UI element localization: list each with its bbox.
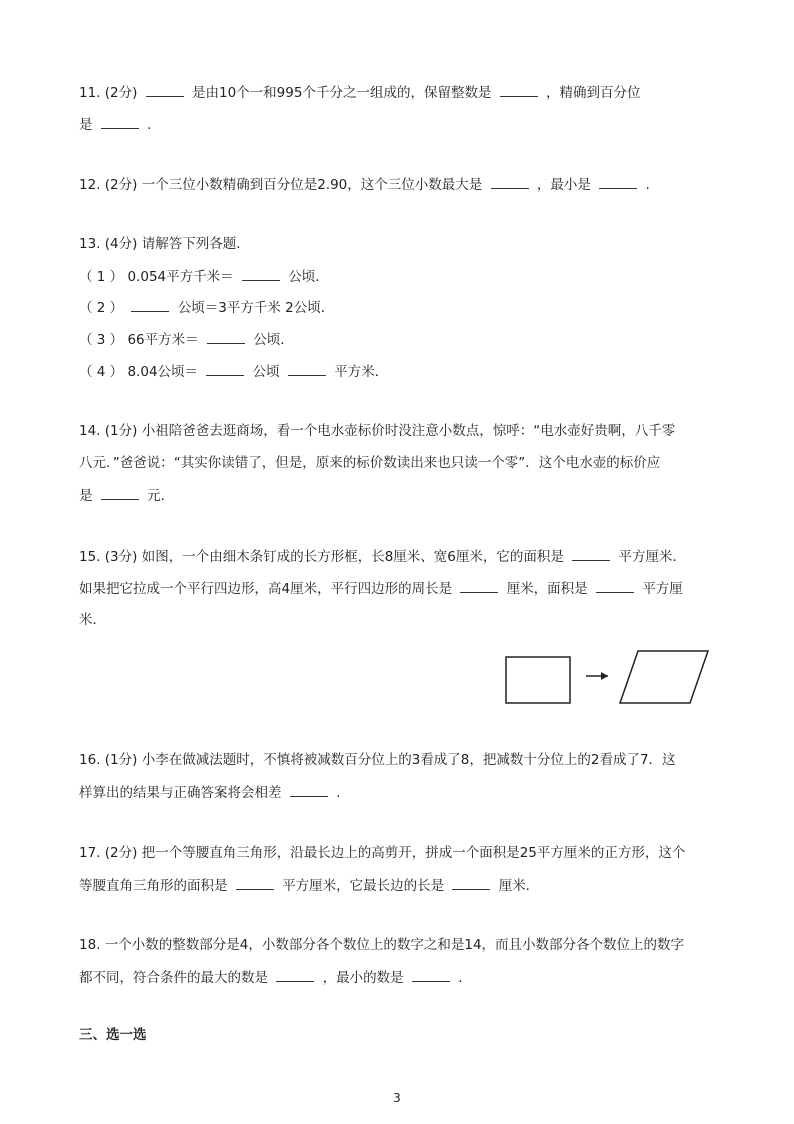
q16-line2 [79, 782, 340, 803]
parallelogram-shape [620, 651, 708, 703]
q17-text-3: 平方厘米，它最长边的长是 [282, 878, 445, 894]
q18-number: 18. [79, 937, 101, 953]
q18-text-3: ，最小的数是 [322, 970, 404, 986]
q18-blank-1[interactable] [276, 967, 314, 982]
q18-text-2: 都不同，符合条件的最大的数是 [79, 970, 268, 986]
q13-item-label: （ 2 ） [79, 300, 124, 316]
q11-text-2: ，精确到百分位 [546, 85, 641, 101]
q17-number: 17. [79, 845, 101, 861]
q13-item-text-a: 8.04公顷＝ [127, 364, 199, 380]
q13-item-3 [79, 329, 294, 350]
rectangle-shape [506, 657, 570, 703]
q15-blank-2[interactable] [460, 578, 498, 593]
q13-item-4-blank-2[interactable] [288, 361, 326, 376]
q11-line2 [79, 114, 151, 135]
q12-blank-2[interactable] [599, 174, 637, 189]
q14-line3 [79, 485, 174, 506]
q15-text-1: 如图，一个由细木条钉成的长方形框，长8厘米、宽6厘米，它的面积是 [141, 549, 564, 565]
q13-item-text-a: 66平方米＝ [127, 332, 199, 348]
q16-text-3: . [336, 785, 341, 801]
q15-text-2: 平方厘米． [618, 549, 686, 565]
q17-line2 [79, 875, 539, 896]
q14-text-1: 小祖陪爸爸去逛商场，看一个电水壶标价时没注意小数点，惊呼：“电水壶好贵啊，八千零 [141, 423, 676, 439]
q16-text-1: 小李在做减法题时，不慎将被减数百分位上的3看成了8，把减数十分位上的2看成了7．这 [141, 752, 676, 768]
q18-text-4: . [458, 970, 463, 986]
q13-item-1-blank[interactable] [242, 266, 280, 281]
q18-text-1: 一个小数的整数部分是4，小数部分各个数位上的数字之和是14，而且小数部分各个数位上的数字 [104, 937, 685, 953]
q17-text-2: 等腰直角三角形的面积是 [79, 878, 228, 894]
q16-points: (1分) [104, 752, 138, 768]
q15-text-4: 厘米，面积是 [506, 581, 588, 597]
q12-number: 12. [79, 177, 101, 193]
q18-line1 [79, 935, 684, 955]
q12-line1 [79, 174, 650, 195]
q13-text-1: 请解答下列各题． [141, 236, 250, 252]
q16-text-2: 样算出的结果与正确答案将会相差 [79, 785, 282, 801]
q15-line2 [79, 578, 683, 599]
q16-line1 [79, 750, 676, 770]
q18-blank-2[interactable] [412, 967, 450, 982]
q13-item-2-blank[interactable] [131, 297, 169, 312]
q17-points: (2分) [104, 845, 138, 861]
q16-blank-1[interactable] [290, 782, 328, 797]
q11-text-1: 是由10个一和995个千分之一组成的，保留整数是 [192, 85, 492, 101]
q16-number: 16. [79, 752, 101, 768]
q13-points: (4分) [104, 236, 138, 252]
q17-line1 [79, 843, 685, 863]
q13-item-4-blank-1[interactable] [206, 361, 244, 376]
q11-line1 [79, 82, 641, 103]
q12-text-1: 一个三位小数精确到百分位是2.90，这个三位小数最大是 [141, 177, 483, 193]
arrow-head-icon [601, 672, 608, 680]
q15-text-6: 米． [79, 612, 106, 628]
q11-text-3: 是 [79, 117, 93, 133]
q11-blank-2[interactable] [500, 82, 538, 97]
q14-line1 [79, 421, 675, 441]
q17-blank-2[interactable] [452, 875, 490, 890]
section-heading: 三、选一选 [79, 1027, 147, 1043]
q13-item-4 [79, 361, 388, 382]
q15-blank-1[interactable] [572, 546, 610, 561]
q15-number: 15. [79, 549, 101, 565]
q12-blank-1[interactable] [491, 174, 529, 189]
q11-points: (2分) [104, 85, 138, 101]
q18-line2 [79, 967, 462, 988]
q13-item-3-blank[interactable] [207, 329, 245, 344]
q12-text-3: . [645, 177, 650, 193]
q13-item-1 [79, 266, 329, 287]
q15-line1 [79, 546, 686, 567]
q14-text-3: 是 [79, 488, 93, 504]
q15-text-5: 平方厘 [642, 581, 683, 597]
q14-number: 14. [79, 423, 101, 439]
q13-number: 13. [79, 236, 101, 252]
q14-line2 [79, 453, 660, 473]
q11-blank-3[interactable] [101, 114, 139, 129]
q11-text-4: . [147, 117, 152, 133]
q13-item-label: （ 4 ） [79, 364, 124, 380]
q13-item-text-b: 公顷． [253, 332, 294, 348]
q13-item-text-b: 公顷 [252, 364, 280, 380]
q15-points: (3分) [104, 549, 138, 565]
q15-text-3: 如果把它拉成一个平行四边形，高4厘米，平行四边形的周长是 [79, 581, 453, 597]
q11-blank-1[interactable] [146, 82, 184, 97]
page-number: 3 [393, 1091, 401, 1105]
q13-item-text-b: 公顷＝3平方千米 2公顷． [177, 300, 335, 316]
q14-text-2: 八元．”爸爸说：“其实你读错了，但是，原来的标价数读出来也只读一个零”．这个电水壶的标价应 [79, 455, 661, 471]
q17-blank-1[interactable] [236, 875, 274, 890]
q14-points: (1分) [104, 423, 138, 439]
q15-line3 [79, 610, 106, 630]
q17-text-1: 把一个等腰直角三角形，沿最长边上的高剪开，拼成一个面积是25平方厘米的正方形，这个 [141, 845, 686, 861]
q13-line1 [79, 234, 250, 254]
rectangle-to-parallelogram-figure [500, 645, 715, 707]
q11-number: 11. [79, 85, 101, 101]
q13-item-text-b: 公顷． [288, 269, 329, 285]
q13-item-text-a: 0.054平方千米＝ [127, 269, 234, 285]
q14-text-4: 元． [147, 488, 175, 504]
q12-text-2: ，最小是 [536, 177, 591, 193]
q13-item-text-c: 平方米． [334, 364, 389, 380]
q13-item-label: （ 3 ） [79, 332, 124, 348]
q13-item-2 [79, 297, 334, 318]
q17-text-4: 厘米． [498, 878, 540, 894]
q14-blank-1[interactable] [101, 485, 139, 500]
q12-points: (2分) [104, 177, 138, 193]
q15-blank-3[interactable] [596, 578, 634, 593]
q13-item-label: （ 1 ） [79, 269, 124, 285]
